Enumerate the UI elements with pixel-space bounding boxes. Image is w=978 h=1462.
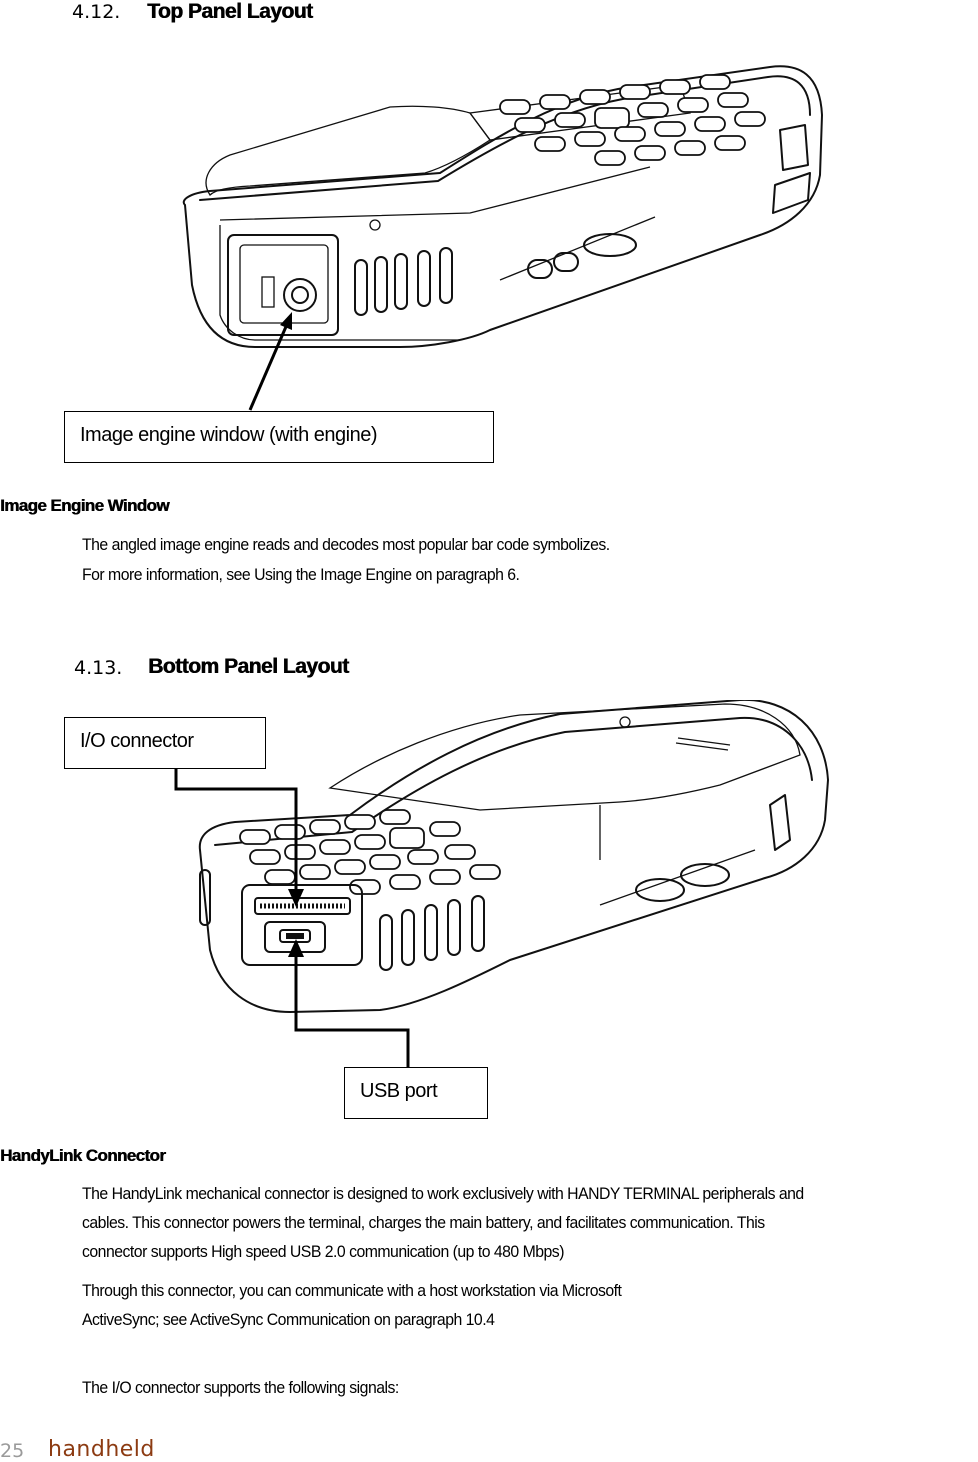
handylink-p2-line1: Through this connector, you can communicate with a host workstation via Microsoft [82,1281,622,1300]
section-number-top: 4.12. [72,1,121,23]
handylink-p1-line1: The HandyLink mechanical connector is designed to work exclusively with HANDY TERMINAL peripherals and [82,1184,804,1203]
handylink-heading: HandyLink Connector [0,1146,166,1165]
keypad [500,75,765,165]
page-number: 25 [0,1440,25,1462]
handylink-p3: The I/O connector supports the following signals: [82,1378,399,1397]
handylink-p1-line2: cables. This connector powers the terminal, charges the main battery, and facilitates communication. This [82,1213,765,1232]
section-title-bottom: Bottom Panel Layout [148,655,349,678]
callout-io-connector [64,717,266,769]
image-engine-heading: Image Engine Window [0,496,169,515]
callout-usb-port [344,1067,488,1119]
callout-io-connector-label: I/O connector [80,730,194,752]
section-title-top: Top Panel Layout [147,0,313,23]
section-number-bottom: 4.13. [74,657,123,679]
top-callout-arrow [240,310,300,420]
usb-port-leader [280,935,430,1075]
callout-image-engine [64,411,494,463]
handylink-p1-line3: connector supports High speed USB 2.0 communication (up to 480 Mbps) [82,1242,564,1261]
callout-image-engine-label: Image engine window (with engine) [80,424,378,446]
image-engine-text-line2: For more information, see Using the Image Engine on paragraph 6. [82,565,520,584]
handylink-p2-line2: ActiveSync; see ActiveSync Communication on paragraph 10.4 [82,1310,495,1329]
footer-brand: handheld [48,1437,155,1462]
image-engine-text-line1: The angled image engine reads and decodes most popular bar code symbolizes. [82,535,610,554]
io-connector-leader [170,765,310,915]
callout-usb-port-label: USB port [360,1080,438,1102]
